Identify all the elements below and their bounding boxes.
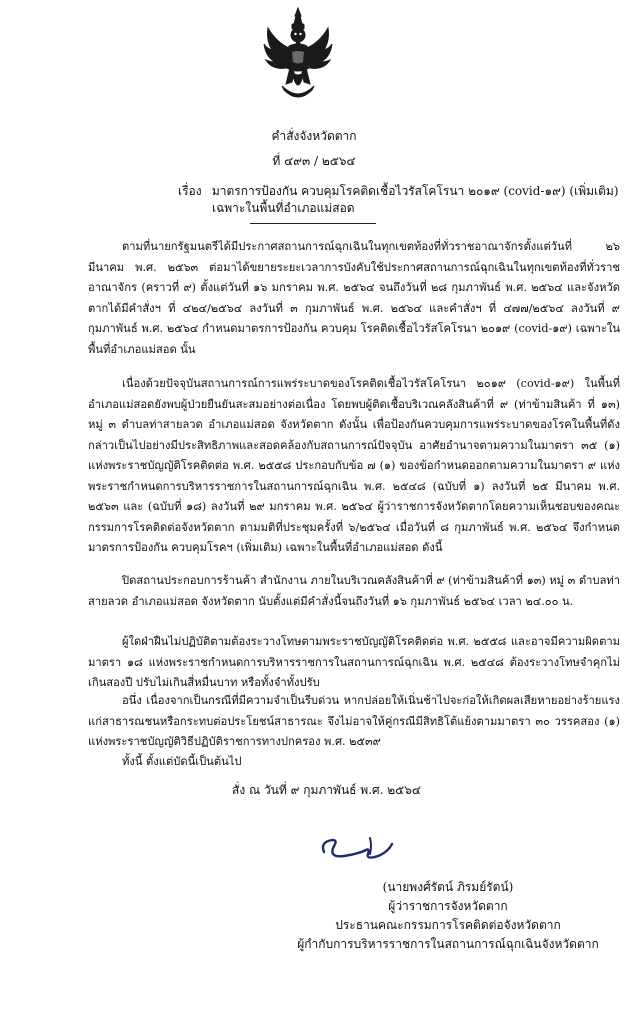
subject-area: เฉพาะในพื้นที่อำเภอแม่สอด bbox=[212, 201, 355, 215]
subject-text: มาตรการป้องกัน ควบคุมโรคติดเชื้อไวรัสโคโรนา ๒๐๑๙ (covid-๑๙) (เพิ่มเติม) bbox=[211, 184, 619, 198]
subject-block bbox=[178, 183, 618, 217]
subject-line bbox=[178, 183, 618, 200]
paragraph-background bbox=[88, 237, 620, 360]
paragraph-text: ตามที่นายกรัฐมนตรีได้มีประกาศสถานการณ์ฉุกเฉินในทุกเขตท้องที่ทั่วราชอาณาจักรตั้งแต่วันที่ ๒๖ มีนาคม พ.ศ. ๒๕๖๓ ต่อมาได้ขยายระยะเวลาการบังคับใช้ประกาศสถานการณ์ฉุกเฉินในทุกเขตท้องที่ทั่วราชอาณาจักร (คราวที่ ๙) ตั้งแต่วันที่ ๑๖ มกราคม พ.ศ. ๒๕๖๔ จนถึงวันที่ ๒๘ กุมภาพันธ์ พ.ศ. ๒๕๖๔ และจังหวัดตากได้มีคำสั่งฯ ที่ ๔๒๔/๒๕๖๔ ลงวันที่ ๓ กุมภาพันธ์ พ.ศ. ๒๕๖๔ และคำสั่งฯ ที่ ๔๗๗/๒๕๖๔ ลงวันที่ ๙ กุมภาพันธ์ พ.ศ. ๒๕๖๔ กำหนดมาตรการป้องกัน ควบคุม โรคติดเชื้อไวรัสโคโรนา ๒๐๑๙ (covid-๑๙) เฉพาะในพื้นที่อำเภอแม่สอด นั้น bbox=[88, 240, 620, 356]
paragraph-measure bbox=[88, 571, 620, 612]
paragraph-effective bbox=[88, 752, 620, 773]
signature-icon bbox=[318, 832, 396, 866]
paragraph-text: อนึ่ง เนื่องจากเป็นกรณีที่มีความจำเป็นรีบด่วน หากปล่อยให้เนิ่นช้าไปจะก่อให้เกิดผลเสียหายอย่างร้ายแรงแก่สาธารณชนหรือกระทบต่อประโยชน์สาธารณะ จึงไม่อาจให้คู่กรณีมีสิทธิโต้แย้งตามมาตรา ๓๐ วรรคสอง (๑) แห่งพระราชบัญญัติวิธีปฏิบัติราชการทางปกครอง พ.ศ. ๒๕๓๙ bbox=[88, 694, 620, 748]
paragraph-text: ผู้ใดฝ่าฝืนไม่ปฏิบัติตามต้องระวางโทษตามพระราชบัญญัติโรคติดต่อ พ.ศ. ๒๕๕๘ และอาจมีความผิดตามมาตรา ๑๘ แห่งพระราชกำหนดการบริหารราชการในสถานการณ์ฉุกเฉิน พ.ศ. ๒๕๔๘ ต้องระวางโทษจำคุกไม่เกินสองปี ปรับไม่เกินสี่หมื่นบาท หรือทั้งจำทั้งปรับ bbox=[88, 635, 620, 689]
paragraph-urgency bbox=[88, 691, 620, 753]
document-number: ที่ ๔๙๓ / ๒๕๖๔ bbox=[272, 154, 356, 168]
paragraph-reason bbox=[88, 374, 620, 559]
signatory-position: ผู้ว่าราชการจังหวัดตาก bbox=[388, 899, 508, 913]
signatory-name: (นายพงศ์รัตน์ ภิรมย์รัตน์) bbox=[382, 880, 514, 894]
signatory-position: ผู้กำกับการบริหารราชการในสถานการณ์ฉุกเฉินจังหวัดตาก bbox=[297, 937, 599, 951]
paragraph-text: เนื่องด้วยปัจจุบันสถานการณ์การแพร่ระบาดของโรคติดเชื้อไวรัสโคโรนา ๒๐๑๙ (covid-๑๙) ในพื้นที่ อำเภอแม่สอดยังพบผู้ป่วยยืนยันสะสมอย่างต่อเนื่อง โดยพบผู้ติดเชื้อบริเวณคลังสินค้าที่ ๙ (ท่าข้ามสินค้า ที่ ๑๓) หมู่ ๓ ตำบลท่าสายลวด อำเภอแม่สอด จังหวัดตาก ดังนั้น เพื่อป้องกันควบคุมการแพร่ระบาดของโรคในพื้นที่ดังกล่าวเป็นไปอย่างมีประสิทธิภาพและสอดคล้องกับสถานการณ์ปัจจุบัน อาศัยอำนาจตามความในมาตรา ๓๕ (๑) แห่งพระราชบัญญัติโรคติดต่อ พ.ศ. ๒๕๕๘ ประกอบกับข้อ ๗ (๑) ของข้อกำหนดออกตามความในมาตรา ๙ แห่งพระราชกำหนดการบริหารราชการในสถานการณ์ฉุกเฉิน พ.ศ. ๒๕๔๘ (ฉบับที่ ๑) ลงวันที่ ๒๕ มีนาคม พ.ศ. ๒๕๖๓ และ (ฉบับที่ ๑๘) ลงวันที่ ๒๙ มกราคม พ.ศ. ๒๕๖๔ ผู้ว่าราชการจังหวัดตากโดยความเห็นชอบของคณะกรรมการโรคติดต่อจังหวัดตาก ตามมติที่ประชุมครั้งที่ ๖/๒๕๖๔ เมื่อวันที่ ๘ กุมภาพันธ์ พ.ศ. ๒๕๖๔ จึงกำหนดมาตรการป้องกัน ควบคุมโรคฯ (เพิ่มเติม) เฉพาะในพื้นที่อำเภอแม่สอด ดังนี้ bbox=[88, 377, 620, 554]
paragraph-text: ทั้งนี้ ตั้งแต่บัดนี้เป็นต้นไป bbox=[122, 755, 242, 768]
garuda-emblem-icon bbox=[262, 6, 334, 104]
divider bbox=[250, 223, 376, 224]
signatory-block bbox=[278, 878, 618, 954]
signed-date: สั่ง ณ วันที่ ๙ กุมภาพันธ์ พ.ศ. ๒๕๖๔ bbox=[232, 783, 421, 797]
signatory-position: ประธานคณะกรรมการโรคติดต่อจังหวัดตาก bbox=[335, 918, 561, 932]
document-title: คำสั่งจังหวัดตาก bbox=[271, 129, 357, 143]
subject-label: เรื่อง bbox=[178, 184, 202, 198]
paragraph-penalty bbox=[88, 632, 620, 694]
paragraph-text: ปิดสถานประกอบการร้านค้า สำนักงาน ภายในบริเวณคลังสินค้าที่ ๙ (ท่าข้ามสินค้าที่ ๑๓) หมู่ ๓ ตำบลท่าสายลวด อำเภอแม่สอด จังหวัดตาก นับตั้งแต่มีคำสั่งนี้จนถึงวันที่ ๑๖ กุมภาพันธ์ ๒๕๖๔ เวลา ๒๔.๐๐ น. bbox=[88, 574, 620, 608]
